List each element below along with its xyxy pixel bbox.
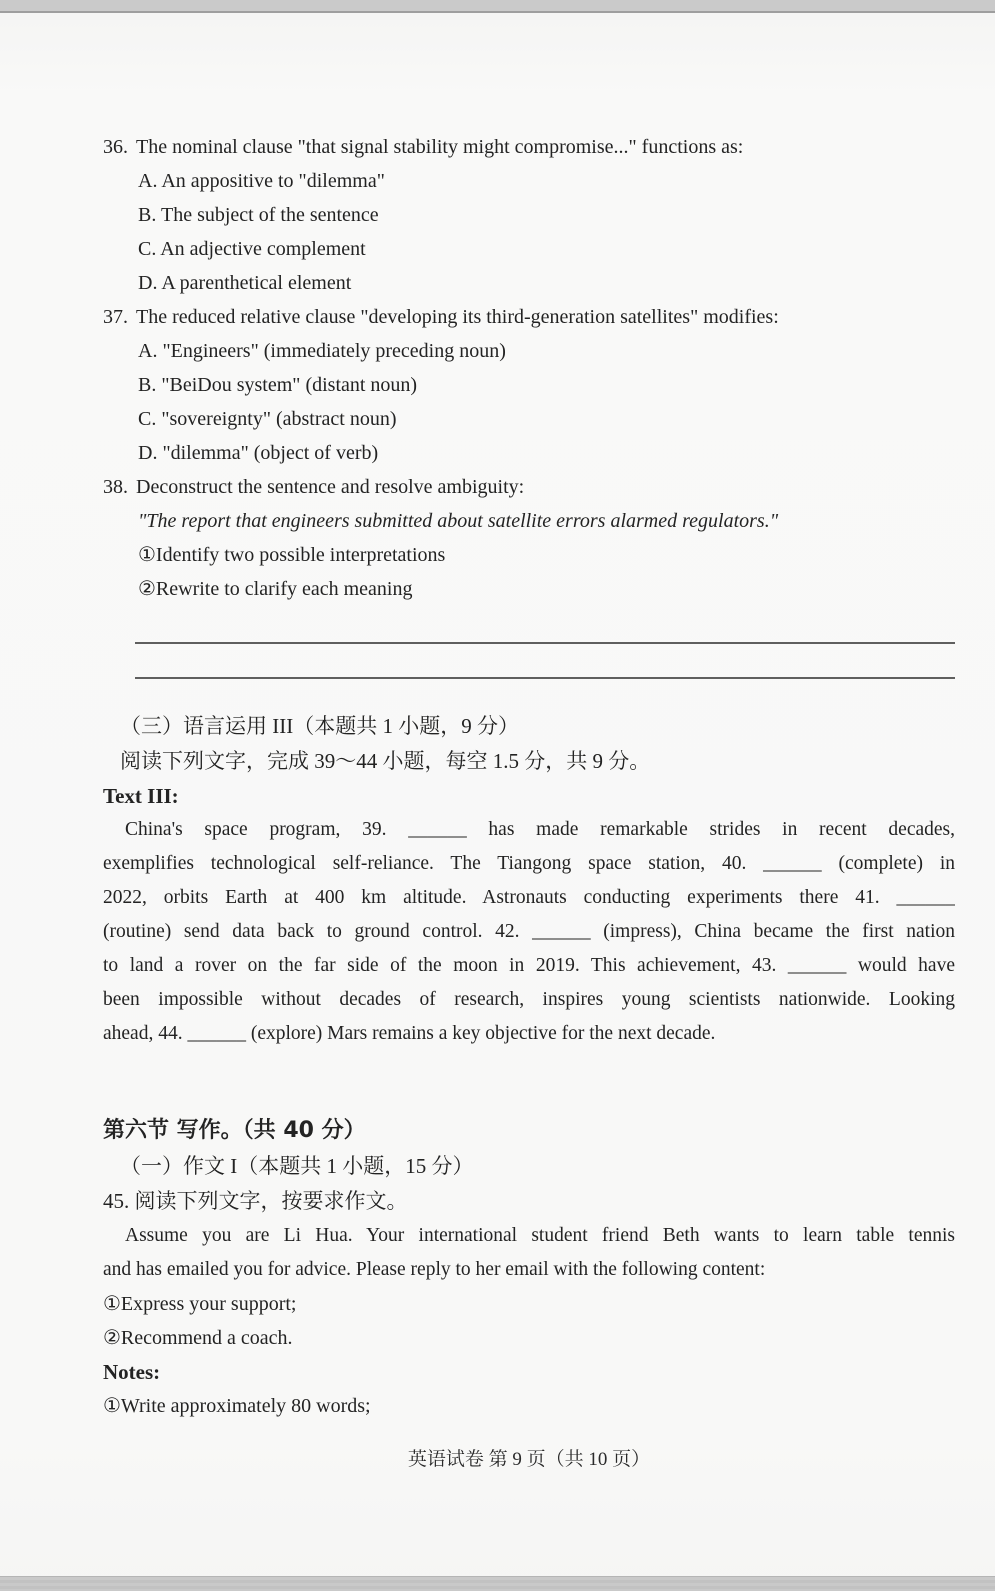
question-36-option-b: B. The subject of the sentence	[138, 204, 379, 226]
question-36-stem: The nominal clause "that signal stability might compromise..." functions as:	[136, 136, 744, 158]
question-36-stem-line	[103, 130, 955, 164]
question-37-option-a: A. "Engineers" (immediately preceding noun)	[138, 340, 506, 362]
passage-line: to land a rover on the far side of the moon in 2019. This achievement, 43. ______ would have	[103, 955, 955, 976]
question-36	[103, 130, 955, 300]
section-writing	[103, 1113, 955, 1423]
section-3-heading: （三）语言运用 III（本题共 1 小题，9 分）	[120, 714, 519, 738]
question-36-number: 36.	[103, 136, 128, 158]
page-footer: 英语试卷 第 9 页（共 10 页）	[407, 1449, 651, 1470]
question-38	[103, 470, 955, 606]
prompt-point-1: ①Express your support;	[103, 1293, 297, 1315]
question-36-option-a: A. An appositive to "dilemma"	[138, 170, 385, 192]
question-37-option-c: C. "sovereignty" (abstract noun)	[138, 408, 397, 430]
question-37-option-d: D. "dilemma" (object of verb)	[138, 442, 379, 464]
question-38-quote: "The report that engineers submitted about satellite errors alarmed regulators."	[138, 510, 779, 532]
passage-line: been impossible without decades of research, inspires young scientists nationwide. Looking	[103, 989, 955, 1010]
question-38-number: 38.	[103, 476, 128, 498]
question-45-prompt	[103, 1219, 955, 1287]
question-37-option-b: B. "BeiDou system" (distant noun)	[138, 374, 418, 396]
text-3-label: Text III:	[103, 784, 179, 808]
passage-line: exemplifies technological self-reliance. The Tiangong space station, 40. ______ (complete) in	[103, 853, 955, 874]
question-37-number: 37.	[103, 306, 128, 328]
prompt-line: Assume you are Li Hua. Your international student friend Beth wants to learn table tennis	[125, 1225, 955, 1246]
question-36-option-d: D. A parenthetical element	[138, 272, 352, 294]
section-6-heading: 第六节 写作。（共 40 分）	[103, 1118, 366, 1143]
note-1: ①Write approximately 80 words;	[103, 1395, 371, 1417]
question-36-option-c: C. An adjective complement	[138, 238, 366, 260]
passage-line: ahead, 44. ______ (explore) Mars remains a key objective for the next decade.	[103, 1023, 716, 1044]
passage-line: China's space program, 39. ______ has made remarkable strides in recent decades,	[125, 819, 955, 840]
question-38-stem: Deconstruct the sentence and resolve ambiguity:	[136, 476, 525, 498]
question-38-task-1: ①Identify two possible interpretations	[138, 544, 446, 566]
answer-line-1	[135, 642, 955, 644]
prompt-point-2: ②Recommend a coach.	[103, 1327, 293, 1349]
answer-area	[103, 642, 955, 679]
question-37-stem-line	[103, 300, 955, 334]
question-37	[103, 300, 955, 470]
section-3-instruction: 阅读下列文字，完成 39～44 小题，每空 1.5 分，共 9 分。	[120, 749, 651, 773]
notes-label: Notes:	[103, 1360, 161, 1384]
passage-line: 2022, orbits Earth at 400 km altitude. Astronauts conducting experiments there 41. ______	[103, 887, 955, 908]
section-6-subheading: （一）作文 I（本题共 1 小题，15 分）	[120, 1154, 474, 1178]
question-38-task-2: ②Rewrite to clarify each meaning	[138, 578, 413, 600]
cloze-passage	[103, 813, 955, 1051]
question-45-label: 45. 阅读下列文字，按要求作文。	[103, 1189, 408, 1213]
passage-line: (routine) send data back to ground control. 42. ______ (impress), China became the first nation	[103, 921, 955, 942]
answer-line-2	[135, 677, 955, 679]
prompt-line: and has emailed you for advice. Please reply to her email with the following content:	[103, 1259, 766, 1280]
question-37-stem: The reduced relative clause "developing its third-generation satellites" modifies:	[136, 306, 779, 328]
question-38-stem-line	[103, 470, 955, 504]
bottom-bar	[0, 1576, 995, 1591]
section-language-use-3	[103, 709, 955, 1051]
